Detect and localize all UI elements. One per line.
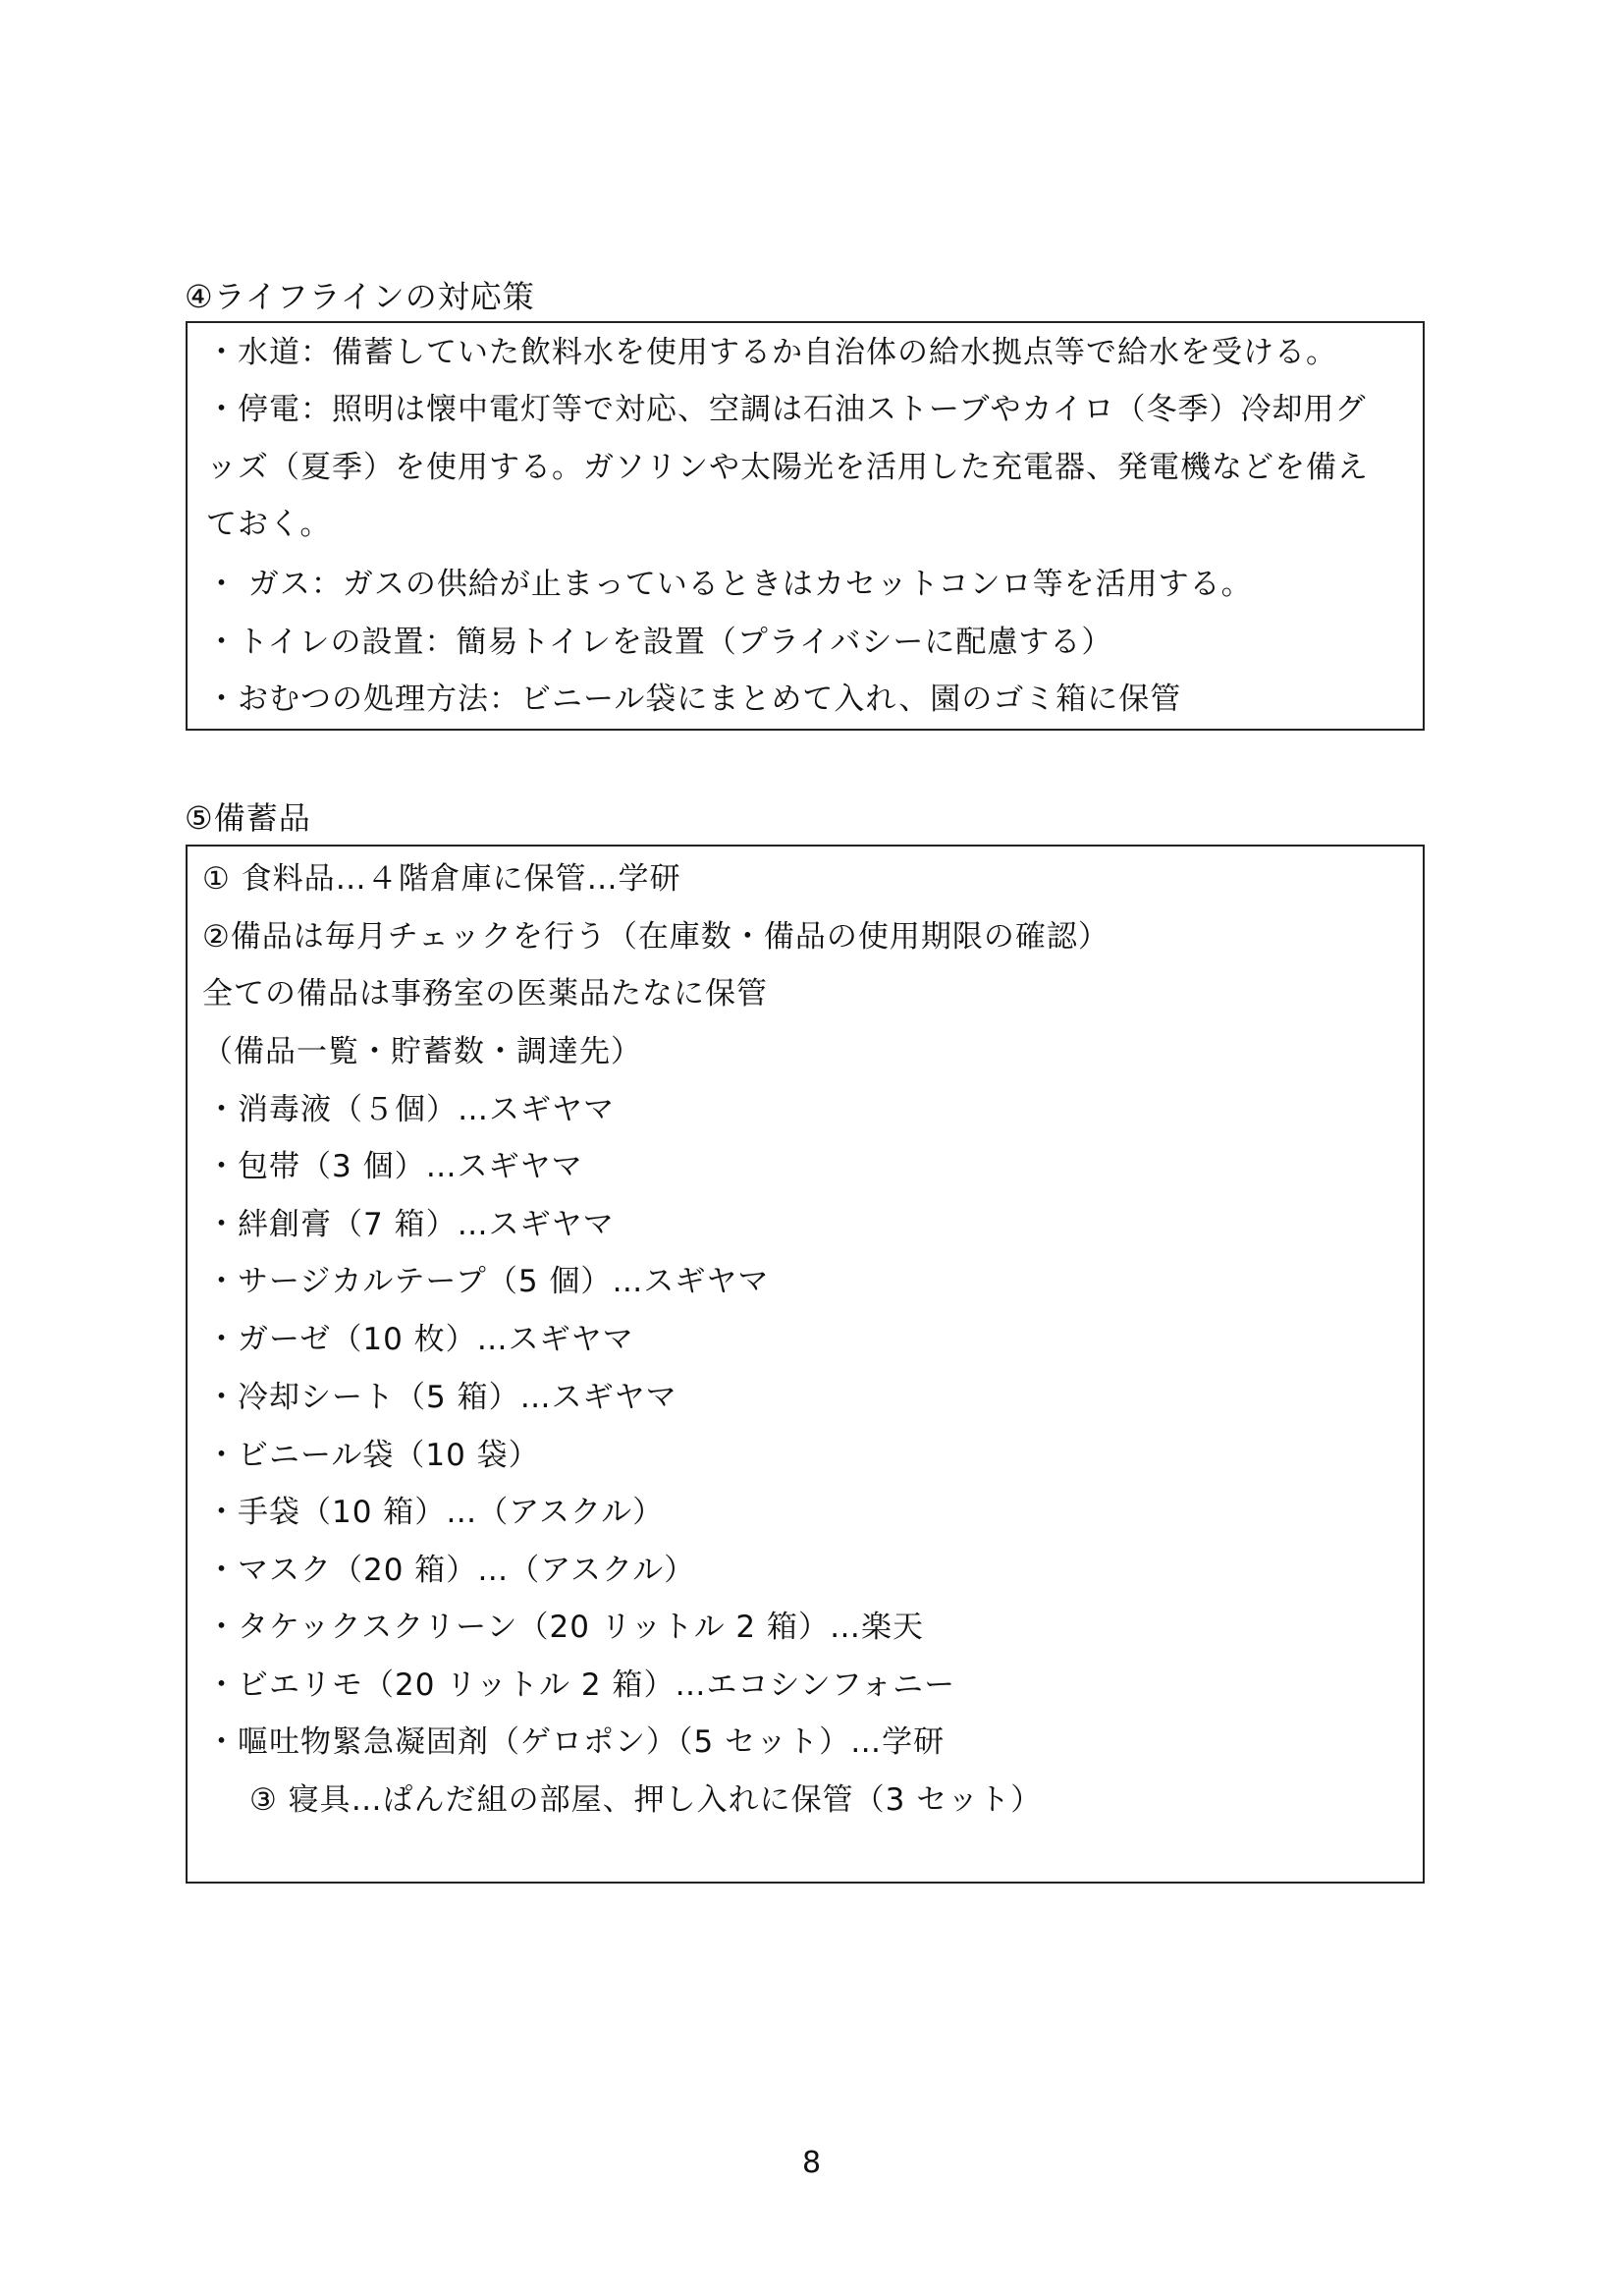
lifeline-line: ておく。 <box>206 507 332 542</box>
lifeline-measures-box <box>186 321 1425 731</box>
stockpile-item: ・嘔吐物緊急凝固剤（ゲロポン）（5 セット）…学研 <box>206 1724 946 1760</box>
stockpile-section-title: ⑤備蓄品 <box>185 799 311 837</box>
lifeline-line: ・ ガス：ガスの供給が止まっているときはカセットコンロ等を活用する。 <box>206 567 1253 602</box>
lifeline-line: ・おむつの処理方法：ビニール袋にまとめて入れ、園のゴミ箱に保管 <box>206 682 1182 717</box>
stockpile-item: ・サージカルテープ（5 個）…スギヤマ <box>206 1264 770 1299</box>
lifeline-section-title: ④ライフラインの対応策 <box>185 278 535 315</box>
stockpile-item: ・絆創膏（7 箱）…スギヤマ <box>206 1207 615 1242</box>
stockpile-item: ・ビニール袋（10 袋） <box>206 1438 540 1473</box>
stockpile-item: ・包帯（3 個）…スギヤマ <box>206 1149 583 1184</box>
lifeline-line: ・トイレの設置：簡易トイレを設置（プライバシーに配慮する） <box>206 625 1113 660</box>
stockpile-line: ②備品は毎月チェックを行う（在庫数・備品の使用期限の確認） <box>202 919 1109 955</box>
lifeline-line: ・水道：備蓄していた飲料水を使用するか自治体の給水拠点等で給水を受ける。 <box>206 335 1337 370</box>
stockpile-item: ・ビエリモ（20 リットル 2 箱）…エコシンフォニー <box>206 1667 956 1703</box>
stockpile-line: （備品一覧・貯蓄数・調達先） <box>202 1034 642 1069</box>
stockpile-item: ・ガーゼ（10 枚）…スギヤマ <box>206 1322 634 1357</box>
lifeline-line: ッズ（夏季）を使用する。ガソリンや太陽光を活用した充電器、発電機などを備え <box>206 450 1369 485</box>
stockpile-line: ① 食料品…４階倉庫に保管…学研 <box>202 861 681 897</box>
stockpile-item: ・マスク（20 箱）…（アスクル） <box>206 1553 696 1588</box>
stockpile-item: ・冷却シート（5 箱）…スギヤマ <box>206 1380 677 1415</box>
stockpile-item: ・手袋（10 箱）…（アスクル） <box>206 1495 665 1530</box>
page-number: 8 <box>801 2146 822 2180</box>
lifeline-line: ・停電：照明は懐中電灯等で対応、空調は石油ストーブやカイロ（冬季）冷却用グ <box>206 392 1367 427</box>
stockpile-item: ・タケックスクリーン（20 リットル 2 箱）…楽天 <box>206 1610 925 1645</box>
stockpile-line: 全ての備品は事務室の医薬品たなに保管 <box>202 976 768 1011</box>
stockpile-item: ・消毒液（５個）…スギヤマ <box>206 1092 615 1127</box>
stockpile-bedding-line: ③ 寝具…ぱんだ組の部屋、押し入れに保管（3 セット） <box>249 1782 1043 1818</box>
